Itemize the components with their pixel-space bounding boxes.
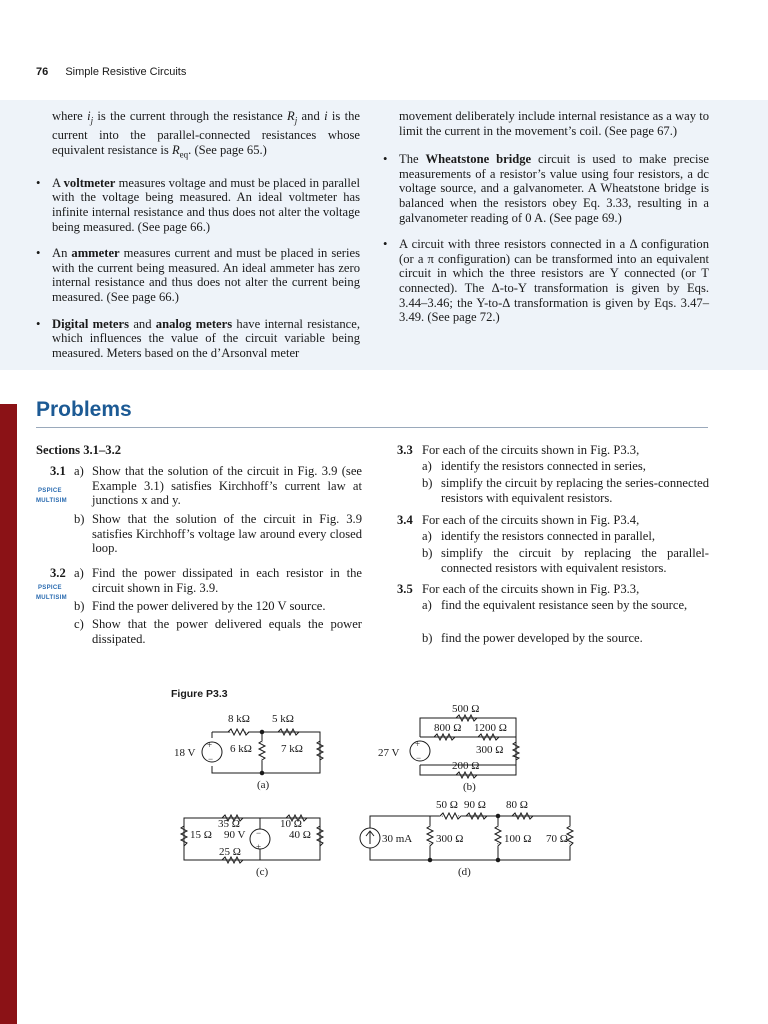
part-label: b) bbox=[74, 512, 85, 526]
problems-title: Problems bbox=[36, 398, 132, 421]
label-r-500: 500 Ω bbox=[452, 703, 480, 715]
part-text: identify the resistors connected in parallel, bbox=[441, 529, 656, 543]
part-label: b) bbox=[422, 546, 433, 560]
label-r-100: 100 Ω bbox=[504, 833, 532, 845]
part-label: b) bbox=[422, 476, 433, 490]
part-label: a) bbox=[422, 598, 432, 612]
label-r-300: 300 Ω bbox=[436, 833, 464, 845]
part-label: a) bbox=[74, 464, 84, 478]
label-r-35: 35 Ω bbox=[218, 818, 240, 830]
problem-number: 3.4 bbox=[397, 513, 413, 527]
label-r-40: 40 Ω bbox=[289, 829, 311, 841]
label-circuit-c: (c) bbox=[256, 866, 269, 878]
label-r-15: 15 Ω bbox=[190, 829, 212, 841]
problem-3-5 bbox=[397, 582, 709, 647]
label-r-7k: 7 kΩ bbox=[281, 743, 303, 755]
label-r-200: 200 Ω bbox=[452, 760, 480, 772]
part-text: Show that the solution of the circuit in Fig. 3.9 satisfies Kirchhoff’s voltage law around every closed loop. bbox=[92, 512, 362, 556]
label-circuit-a: (a) bbox=[257, 779, 270, 791]
problem-number: 3.2 bbox=[50, 566, 66, 580]
part-text: identify the resistors connected in series, bbox=[441, 459, 646, 473]
label-source-d: 30 mA bbox=[382, 833, 413, 845]
label-r-5k: 5 kΩ bbox=[272, 713, 294, 725]
summary-left-intro: where $i_j$ is the current through the resistance $R_j$ and i is the current into the parallel-connected resistances whose equivalent resistance is $R_{eq}$. (See page 65.) bbox=[52, 109, 360, 160]
part-label: b) bbox=[422, 631, 433, 645]
problem-number: 3.5 bbox=[397, 582, 413, 596]
summary-bullet-voltmeter: • A voltmeter measures voltage and must be placed in parallel with the voltage being measured. An ideal voltmeter has infinite internal resistance and thus does not alter the voltage being measured. (See page 66.) bbox=[36, 176, 360, 234]
label-r-1200: 1200 Ω bbox=[474, 722, 507, 734]
summary-right-intro: movement deliberately include internal resistance as a way to limit the current in the movement’s coil. (See page 67.) bbox=[399, 109, 709, 138]
problem-3-3 bbox=[397, 443, 709, 508]
label-r-6k: 6 kΩ bbox=[230, 743, 252, 755]
problems-rule bbox=[36, 427, 708, 428]
summary-bullet-ammeter: • An ammeter measures current and must be placed in series with the current being measured. An ideal ammeter has zero internal resistance and thus does not alter the current being measured. (See page 66.) bbox=[36, 246, 360, 304]
label-minus: − bbox=[416, 753, 422, 763]
pspice-tag: PSPICE bbox=[38, 585, 62, 591]
part-text: simplify the circuit by replacing the series-connected resistors with equivalent resistors. bbox=[441, 476, 709, 505]
part-label: a) bbox=[422, 529, 432, 543]
summary-left-column bbox=[36, 109, 360, 370]
label-r-80: 80 Ω bbox=[506, 799, 528, 811]
page-number: 76 bbox=[36, 66, 49, 78]
label-r-90: 90 Ω bbox=[464, 799, 486, 811]
summary-bullet-meters: • Digital meters and analog meters have internal resistance, which influences the value of the circuit variable being measured. Meters based on the d’Arsonval meter bbox=[36, 317, 360, 361]
part-text: Find the power delivered by the 120 V source. bbox=[92, 599, 326, 613]
chapter-title: Simple Resistive Circuits bbox=[65, 66, 187, 78]
problem-3-4 bbox=[397, 513, 709, 578]
problem-3-1 bbox=[36, 464, 366, 564]
label-source-c: 90 V bbox=[224, 829, 246, 841]
multisim-tag: MULTISIM bbox=[36, 595, 67, 601]
label-plus: + bbox=[415, 739, 421, 749]
part-text: find the equivalent resistance seen by the source, bbox=[441, 598, 688, 612]
running-header bbox=[36, 66, 186, 78]
label-source-a: 18 V bbox=[174, 747, 196, 759]
problem-number: 3.3 bbox=[397, 443, 413, 457]
summary-bullet-delta-y: • A circuit with three resistors connected in a Δ configuration (or a π configuration) can be transformed into an equivalent circuit in which the three resistors are Y connected (or T connected). The Δ-to-Y transformation is given by Eqs. 3.44–3.46; the Y-to-Δ transformation is given by Eqs. 3.47–3.49. (See page 72.) bbox=[383, 237, 709, 325]
multisim-tag: MULTISIM bbox=[36, 498, 67, 504]
problem-stem: For each of the circuits shown in Fig. P3.4, bbox=[422, 513, 640, 527]
summary-right-column bbox=[383, 109, 709, 335]
part-label: b) bbox=[74, 599, 85, 613]
problem-stem: For each of the circuits shown in Fig. P3.3, bbox=[422, 582, 640, 596]
problem-number: 3.1 bbox=[50, 464, 66, 478]
label-minus: − bbox=[256, 828, 262, 838]
part-text: simplify the circuit by replacing the parallel-connected resistors with equivalent resistors. bbox=[441, 546, 709, 575]
problem-stem: For each of the circuits shown in Fig. P3.3, bbox=[422, 443, 640, 457]
part-label: a) bbox=[74, 566, 84, 580]
label-r-50: 50 Ω bbox=[436, 799, 458, 811]
label-plus: + bbox=[207, 740, 213, 750]
label-r-25: 25 Ω bbox=[219, 846, 241, 858]
chapter-side-bar bbox=[0, 404, 17, 1024]
part-text: find the power developed by the source. bbox=[441, 631, 643, 645]
circuit-a bbox=[202, 729, 323, 775]
part-text: Find the power dissipated in each resistor in the circuit shown in Fig. 3.9. bbox=[92, 566, 362, 595]
part-text: Show that the solution of the circuit in Fig. 3.9 (see Example 3.1) satisfies Kirchhoff’s current law at junctions x and y. bbox=[92, 464, 362, 508]
summary-bullet-wheatstone: • The Wheatstone bridge circuit is used to make precise measurements of a resistor’s value using four resistors, a dc voltage source, and a galvanometer. A Wheatstone bridge is balanced when the resistors obey Eq. 3.33, resulting in a galvanometer reading of 0 A. (See page 69.) bbox=[383, 152, 709, 225]
label-minus: − bbox=[208, 754, 214, 764]
pspice-tag: PSPICE bbox=[38, 488, 62, 494]
part-text: Show that the power delivered equals the power dissipated. bbox=[92, 617, 362, 646]
label-plus: + bbox=[256, 842, 262, 852]
section-heading: Sections 3.1–3.2 bbox=[36, 443, 122, 457]
label-r-300: 300 Ω bbox=[476, 744, 504, 756]
part-label: a) bbox=[422, 459, 432, 473]
figure-p3-3-circuits bbox=[160, 700, 600, 890]
label-source-b: 27 V bbox=[378, 747, 400, 759]
label-r-800: 800 Ω bbox=[434, 722, 462, 734]
label-r-8k: 8 kΩ bbox=[228, 713, 250, 725]
label-circuit-d: (d) bbox=[458, 866, 471, 878]
label-circuit-b: (b) bbox=[463, 781, 476, 793]
figure-title: Figure P3.3 bbox=[171, 688, 228, 700]
label-r-10: 10 Ω bbox=[280, 818, 302, 830]
problem-3-2 bbox=[36, 566, 366, 656]
label-r-70: 70 Ω bbox=[546, 833, 568, 845]
part-label: c) bbox=[74, 617, 84, 631]
